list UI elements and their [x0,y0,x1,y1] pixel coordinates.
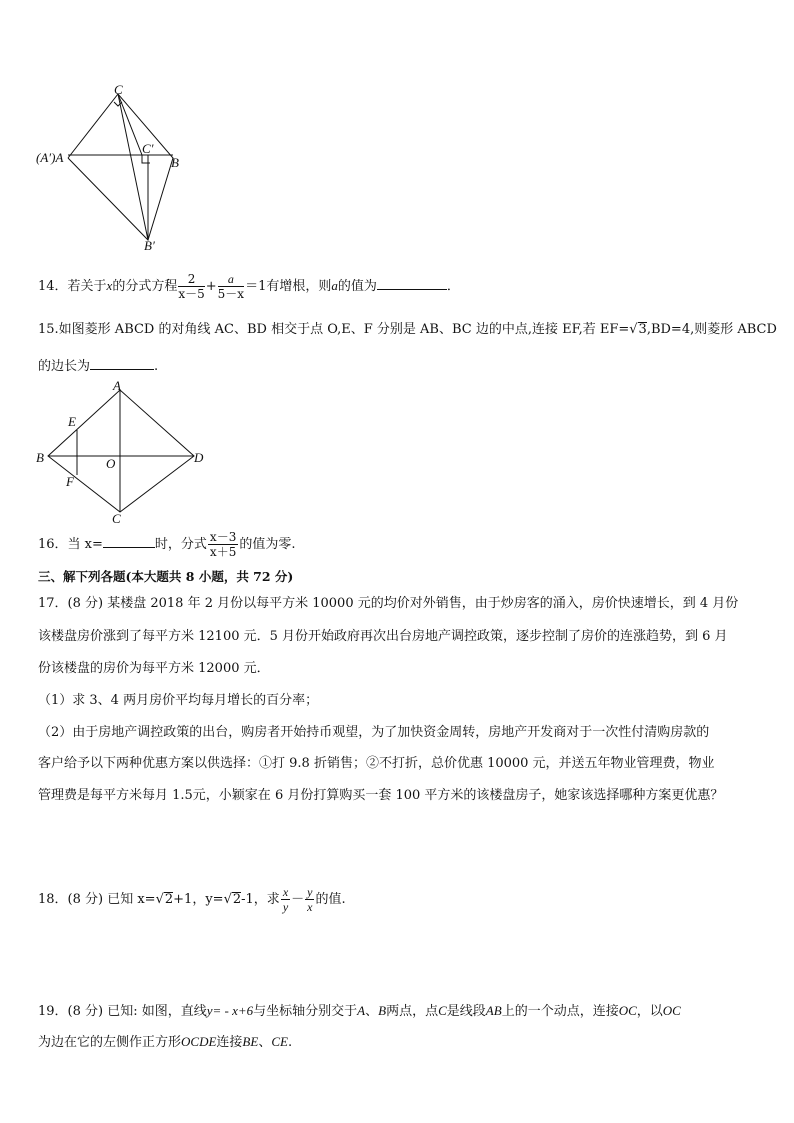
q19-text-e: 上的一个动点，连接 [501,1004,619,1019]
q19-segment-be: BE [242,1034,259,1049]
q19-text-b: 与坐标轴分别交于 [253,1004,358,1019]
q19-square-ocde: OCDE [181,1034,217,1049]
q13-line-c-cp [118,94,142,155]
q14-text-a: 14．若关于 [38,279,107,294]
q15-label-o: O [106,456,116,471]
q13-line-c-bp [118,94,148,240]
q15-rhombus [48,390,194,512]
q16-text-b: 时，分式 [154,537,207,552]
q17-line2: 该楼盘房价涨到了每平方米 12100 元．5 月份开始政府再次出台房地产调控政策，逐步控制了房价的连涨趋势，到 6 月 [38,629,728,644]
question-14 [38,272,460,301]
q17-part2-line2: 客户给予以下两种优惠方案以供选择：①打 9.8 折销售；②不打折，总价优惠 10000 元，并送五年物业管理费，物业 [38,756,715,771]
question-15-line1: 15.如图菱形 ABCD 的对角线 AC、BD 相交于点 O,E、F 分别是 AB、BC 边的中点,连接 EF,若 EF=√3,BD=4,则菱形 ABCD [38,322,777,337]
q18-frac-2: $\frac{y}{x}$ [307,885,313,914]
q19-text-c: 两点，点 [386,1004,439,1019]
q16-frac: $\frac{x-3}{x+5}$ [209,530,237,559]
q15-label-a: A [113,378,121,393]
q16-answer-blank[interactable] [103,535,155,548]
q15-text-c: 的边长为 [38,359,91,374]
q19-segment-oc: OC [618,1003,637,1018]
q13-outline [68,94,173,240]
q15-text-b: ,BD=4,则菱形 ABCD [646,322,777,337]
q19-text-d: 是线段 [446,1004,486,1019]
q19-text-h: 连接 [216,1035,243,1050]
q18-text-b: +1，y= [173,892,224,907]
q15-label-b: B [36,450,44,465]
q18-text-a: 18．(8 分) 已知 x= [38,892,156,907]
q15-label-f: F [66,474,74,489]
q19-end: . [287,1035,293,1050]
q15-end: . [154,359,159,374]
q17-part2-line3: 管理费是每平方米每月 1.5元，小颖家在 6 月份打算购买一套 100 平方米的该楼盘房子，她家该选择哪种方案更优惠？ [38,788,724,803]
q18-minus: － [291,892,305,907]
q14-var-a: a [331,278,338,293]
q19-segment-ab: AB [485,1003,502,1018]
q15-label-e: E [68,414,76,429]
q15-answer-blank[interactable] [90,357,154,370]
question-15-line2 [38,355,158,374]
q19-point-b: B [378,1003,387,1018]
q13-right-angle [142,155,150,163]
question-18: 18．(8 分) 已知 x=√2+1，y=√2-1，求 $\frac{x}{y}$ － $\frac{y}{x}$ 的值. [38,885,346,914]
q19-segment-ce: CE [271,1034,288,1049]
q19-sep-2: 、 [258,1035,272,1050]
q19-line2 [38,1031,292,1050]
q16-text-c: 的值为零. [239,537,296,552]
q18-text-d: 的值. [315,892,346,907]
q14-answer-blank[interactable] [377,277,447,290]
q19-equation: y= - x+6 [206,1003,254,1018]
q19-text-a: 19．(8 分) 已知: 如图，直线 [38,1004,207,1019]
q17-part1: （1）求 3、4 两月房价平均每月增长的百分率； [38,693,319,708]
q14-end: ． [446,279,460,294]
q19-segment-oc-2: OC [662,1003,681,1018]
figure-q15 [30,378,220,526]
q14-frac-2: $\frac{a}{5-x}$ [217,272,245,301]
q15-label-c: C [112,511,121,526]
q18-frac-1: $\frac{x}{y}$ [282,885,289,914]
q13-label-bp: B′ [144,238,155,253]
q15-label-d: D [194,450,204,465]
q19-sep-1: 、 [365,1004,379,1019]
q14-var-x: x [106,278,113,293]
q14-text-b: 的分式方程 [112,279,178,294]
q19-line1 [38,1000,681,1019]
q18-sqrt-2: 2 [232,892,242,907]
section-3-title: 三、解下列各题(本大题共 8 小题，共 72 分) [38,569,294,584]
q13-label-cp: C′ [142,141,154,156]
question-16 [38,530,295,559]
q14-frac-1: $\frac{2}{x-5}$ [178,272,205,301]
q15-text-a: 15.如图菱形 ABCD 的对角线 AC、BD 相交于点 O,E、F 分别是 AB、BC 边的中点,连接 EF,若 EF= [38,322,630,337]
q18-sqrt-1: 2 [164,892,174,907]
figure-q13 [30,80,200,255]
q19-text-f: ，以 [636,1004,663,1019]
q14-text-d: 的值为 [337,279,377,294]
q17-line1: 17．(8 分) 某楼盘 2018 年 2 月份以每平方米 10000 元的均价对外销售，由于炒房客的涌入，房价快速增长，到 4 月份 [38,596,739,611]
q13-label-a: (A′)A [36,150,64,165]
q14-plus: + [205,279,217,294]
q19-text-g: 为边在它的左侧作正方形 [38,1035,182,1050]
q13-label-c: C [114,82,123,97]
q14-text-c: ＝1有增根，则 [245,279,332,294]
q13-label-b: B [171,155,179,170]
q18-text-c: -1，求 [241,892,280,907]
q19-point-c: C [438,1003,447,1018]
q17-part2-line1: （2）由于房地产调控政策的出台，购房者开始持币观望，为了加快资金周转，房地产开发商对于一次性付清购房款的 [38,725,710,740]
q19-point-a: A [357,1003,366,1018]
q15-sqrt-3: 3 [638,322,647,337]
q17-line3: 份该楼盘的房价为每平方米 12000 元． [38,661,270,676]
q16-text-a: 16．当 x= [38,537,103,552]
